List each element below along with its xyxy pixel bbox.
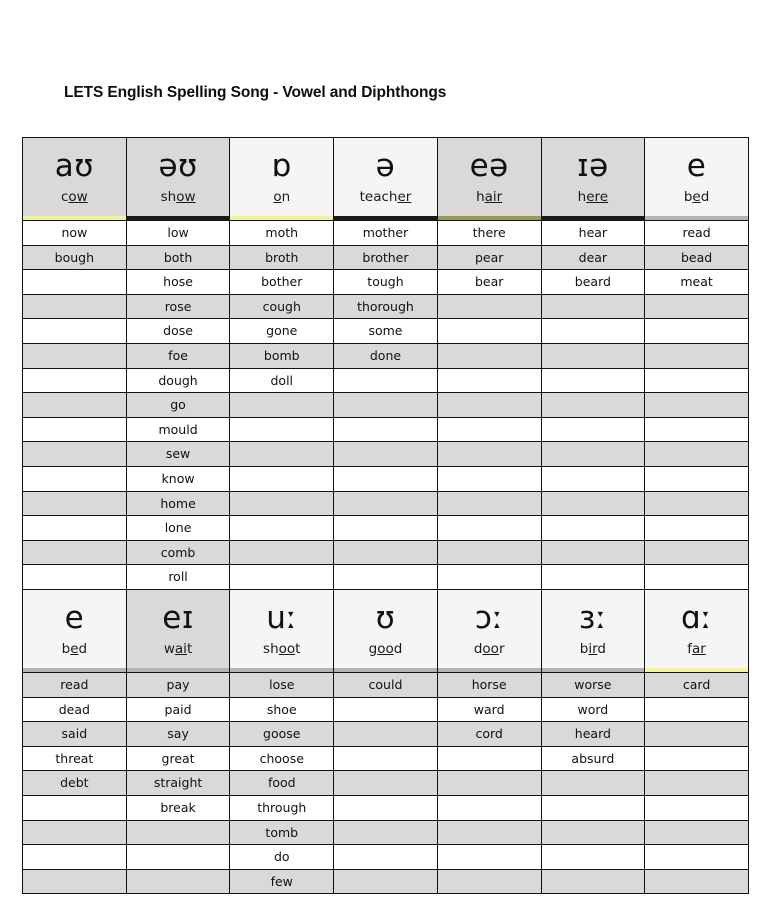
empty-cell [334,771,438,796]
underlined-grapheme: oo [482,641,499,657]
empty-cell [126,845,230,870]
word-cell: home [126,491,230,516]
word-cell: debt [23,771,127,796]
table-row [23,673,749,698]
empty-cell [437,565,541,590]
header-accent-bar [645,216,748,220]
header-accent-bar [542,668,645,672]
empty-cell [541,368,645,393]
empty-cell [645,319,749,344]
word-cell: paid [126,697,230,722]
header-accent-bar [645,668,748,672]
word-cell: beard [541,270,645,295]
empty-cell [230,466,334,491]
word-cell: gone [230,319,334,344]
table-row [23,343,749,368]
empty-cell [23,393,127,418]
word-cell: dough [126,368,230,393]
word-cell: roll [126,565,230,590]
phoneme-header-on [230,138,334,221]
empty-cell [645,697,749,722]
word-cell: bough [23,245,127,270]
phoneme-header-teacher [334,138,438,221]
ipa-symbol: e [686,148,707,184]
empty-cell [541,442,645,467]
empty-cell [334,565,438,590]
word-cell: mould [126,417,230,442]
word-cell: foe [126,343,230,368]
table-row [23,221,749,246]
empty-cell [437,869,541,894]
word-cell: shoe [230,697,334,722]
underlined-grapheme: e [70,641,79,657]
header-accent-bar [23,668,126,672]
empty-cell [645,746,749,771]
table-row [23,270,749,295]
empty-cell [334,540,438,565]
empty-cell [645,820,749,845]
word-cell: word [541,697,645,722]
phoneme-header-cow [23,138,127,221]
empty-cell [230,565,334,590]
phoneme-header-bird [541,590,645,673]
empty-cell [645,294,749,319]
empty-cell [645,417,749,442]
empty-cell [437,466,541,491]
word-cell: read [23,673,127,698]
phoneme-header-here [541,138,645,221]
word-cell: moth [230,221,334,246]
ipa-symbol: ɒ [271,148,292,184]
header-accent-bar [334,216,437,220]
empty-cell [23,343,127,368]
empty-cell [334,466,438,491]
phoneme-header-inner [542,138,645,216]
phoneme-header-hair [437,138,541,221]
header-accent-bar [438,216,541,220]
empty-cell [645,845,749,870]
underlined-grapheme: ow [68,189,88,205]
empty-cell [437,294,541,319]
empty-cell [437,540,541,565]
example-word-door: door [473,641,505,657]
empty-cell [23,869,127,894]
empty-cell [437,516,541,541]
word-cell: say [126,722,230,747]
empty-cell [541,343,645,368]
word-cell: doll [230,368,334,393]
empty-cell [23,466,127,491]
empty-cell [23,294,127,319]
table-row [23,442,749,467]
ipa-symbol: eə [469,148,509,184]
underlined-grapheme: e [692,189,701,205]
phoneme-header-inner [23,590,126,668]
empty-cell [645,491,749,516]
empty-cell [541,771,645,796]
empty-cell [230,442,334,467]
empty-cell [437,795,541,820]
word-cell: read [645,221,749,246]
example-word-bed: bed [683,189,710,205]
empty-cell [645,540,749,565]
header-accent-bar [127,216,230,220]
word-cell: worse [541,673,645,698]
word-cell: meat [645,270,749,295]
header-accent-bar [230,668,333,672]
table-row [23,417,749,442]
word-cell: broth [230,245,334,270]
empty-cell [23,540,127,565]
word-cell: done [334,343,438,368]
example-word-bird: bird [579,641,606,657]
example-word-on: on [273,189,291,205]
table-row [23,795,749,820]
word-cell: great [126,746,230,771]
empty-cell [334,491,438,516]
empty-cell [541,795,645,820]
underlined-grapheme: ai [174,641,187,657]
underlined-grapheme: ere [586,189,609,205]
empty-cell [334,368,438,393]
underlined-grapheme: oo [377,641,394,657]
vowel-table-one-wrapper [22,137,748,590]
empty-cell [645,368,749,393]
word-cell: know [126,466,230,491]
underlined-grapheme: air [484,189,503,205]
empty-cell [334,393,438,418]
table-row [23,491,749,516]
example-word-show: show [160,189,196,205]
table-row [23,466,749,491]
word-cell: choose [230,746,334,771]
word-cell: tough [334,270,438,295]
word-cell: lone [126,516,230,541]
empty-cell [334,697,438,722]
word-cell: absurd [541,746,645,771]
table-row [23,540,749,565]
example-word-bed: bed [61,641,88,657]
empty-cell [230,516,334,541]
empty-cell [437,417,541,442]
page-title: LETS English Spelling Song - Vowel and Diphthongs [64,84,447,101]
empty-cell [541,466,645,491]
ipa-symbol: uː [266,600,298,636]
empty-cell [541,820,645,845]
empty-cell [334,516,438,541]
word-cell: mother [334,221,438,246]
phoneme-header-inner [438,590,541,668]
phoneme-header-inner [645,138,748,216]
example-word-cow: cow [60,189,88,205]
underlined-grapheme: ir [588,641,598,657]
table-row [23,722,749,747]
word-cell: rose [126,294,230,319]
table-header-row [23,138,749,221]
word-cell: bomb [230,343,334,368]
empty-cell [437,393,541,418]
empty-cell [23,565,127,590]
word-cell: straight [126,771,230,796]
empty-cell [437,746,541,771]
empty-cell [126,869,230,894]
word-cell: pay [126,673,230,698]
phoneme-header-show [126,138,230,221]
underlined-grapheme: ar [692,641,706,657]
table-row [23,746,749,771]
table-row [23,845,749,870]
example-word-shoot: shoot [263,641,301,657]
empty-cell [645,466,749,491]
word-cell: dear [541,245,645,270]
word-cell: few [230,869,334,894]
empty-cell [541,417,645,442]
word-cell: sew [126,442,230,467]
phoneme-header-inner [127,590,230,668]
underlined-grapheme: er [397,189,412,205]
empty-cell [645,795,749,820]
word-cell: heard [541,722,645,747]
empty-cell [334,417,438,442]
phoneme-header-inner [542,590,645,668]
word-cell: now [23,221,127,246]
table-row [23,516,749,541]
header-accent-bar [127,668,230,672]
empty-cell [23,845,127,870]
ipa-symbol: ə [375,148,396,184]
table-row [23,393,749,418]
vowel-table-two-wrapper [22,589,748,894]
table-row [23,245,749,270]
empty-cell [645,393,749,418]
phoneme-header-door [437,590,541,673]
empty-cell [541,540,645,565]
empty-cell [126,820,230,845]
word-cell: through [230,795,334,820]
phoneme-header-shoot [230,590,334,673]
phoneme-header-inner [334,138,437,216]
word-cell: horse [437,673,541,698]
underlined-grapheme: ow [176,189,196,205]
word-cell: lose [230,673,334,698]
vowel-table-2 [22,589,749,894]
empty-cell [645,516,749,541]
ipa-symbol: ɜː [578,600,607,636]
empty-cell [541,294,645,319]
word-cell: thorough [334,294,438,319]
example-word-wait: wait [163,641,193,657]
word-cell: food [230,771,334,796]
empty-cell [23,270,127,295]
underlined-grapheme: oo [278,641,296,657]
word-cell: hose [126,270,230,295]
empty-cell [645,771,749,796]
empty-cell [437,845,541,870]
phoneme-header-inner [23,138,126,216]
empty-cell [437,442,541,467]
header-accent-bar [438,668,541,672]
phoneme-header-inner [645,590,748,668]
phoneme-header-wait [126,590,230,673]
empty-cell [230,540,334,565]
empty-cell [334,845,438,870]
empty-cell [334,442,438,467]
empty-cell [230,491,334,516]
empty-cell [541,516,645,541]
table-row [23,368,749,393]
word-cell: said [23,722,127,747]
word-cell: card [645,673,749,698]
phoneme-header-inner [230,138,333,216]
phoneme-header-good [334,590,438,673]
example-word-good: good [368,641,403,657]
word-cell: go [126,393,230,418]
word-cell: goose [230,722,334,747]
word-cell: low [126,221,230,246]
empty-cell [437,820,541,845]
phoneme-header-bed [645,138,749,221]
empty-cell [23,820,127,845]
word-cell: threat [23,746,127,771]
ipa-symbol: ɔː [474,600,504,636]
word-cell: bear [437,270,541,295]
empty-cell [645,722,749,747]
empty-cell [334,820,438,845]
empty-cell [645,343,749,368]
phoneme-header-inner [438,138,541,216]
empty-cell [437,491,541,516]
empty-cell [541,845,645,870]
example-word-teacher: teacher [359,189,412,205]
word-cell: dead [23,697,127,722]
empty-cell [23,417,127,442]
table-row [23,820,749,845]
example-word-here: here [577,189,609,205]
ipa-symbol: eɪ [162,600,194,636]
ipa-symbol: e [64,600,85,636]
empty-cell [437,368,541,393]
underlined-grapheme: o [273,189,282,205]
table-row [23,771,749,796]
empty-cell [23,442,127,467]
word-cell: cough [230,294,334,319]
empty-cell [645,442,749,467]
table-row [23,697,749,722]
ipa-symbol: ɪə [577,148,609,184]
word-cell: pear [437,245,541,270]
empty-cell [334,746,438,771]
word-cell: brother [334,245,438,270]
ipa-symbol: ʊ [375,600,396,636]
table-row [23,565,749,590]
empty-cell [437,343,541,368]
word-cell: cord [437,722,541,747]
example-word-far: far [687,641,706,657]
empty-cell [541,491,645,516]
word-cell: ward [437,697,541,722]
word-cell: do [230,845,334,870]
empty-cell [23,516,127,541]
empty-cell [541,565,645,590]
phoneme-header-bed [23,590,127,673]
empty-cell [230,393,334,418]
word-cell: bead [645,245,749,270]
empty-cell [23,795,127,820]
phoneme-header-far [645,590,749,673]
header-accent-bar [334,668,437,672]
example-word-hair: hair [476,189,503,205]
empty-cell [645,869,749,894]
empty-cell [230,417,334,442]
header-accent-bar [230,216,333,220]
word-cell: some [334,319,438,344]
header-accent-bar [542,216,645,220]
table-row [23,319,749,344]
table-row [23,294,749,319]
ipa-symbol: aʊ [54,148,94,184]
empty-cell [437,319,541,344]
empty-cell [334,869,438,894]
phoneme-header-inner [127,138,230,216]
empty-cell [541,393,645,418]
empty-cell [541,869,645,894]
empty-cell [23,368,127,393]
empty-cell [334,722,438,747]
empty-cell [645,565,749,590]
table-header-row [23,590,749,673]
header-accent-bar [23,216,126,220]
vowel-table-1 [22,137,749,590]
word-cell: could [334,673,438,698]
ipa-symbol: əʊ [158,148,198,184]
phoneme-header-inner [230,590,333,668]
table-row [23,869,749,894]
word-cell: break [126,795,230,820]
empty-cell [541,319,645,344]
empty-cell [23,319,127,344]
word-cell: hear [541,221,645,246]
empty-cell [334,795,438,820]
word-cell: both [126,245,230,270]
word-cell: dose [126,319,230,344]
word-cell: there [437,221,541,246]
phoneme-header-inner [334,590,437,668]
empty-cell [23,491,127,516]
word-cell: bother [230,270,334,295]
word-cell: tomb [230,820,334,845]
empty-cell [437,771,541,796]
ipa-symbol: ɑː [681,600,713,636]
word-cell: comb [126,540,230,565]
